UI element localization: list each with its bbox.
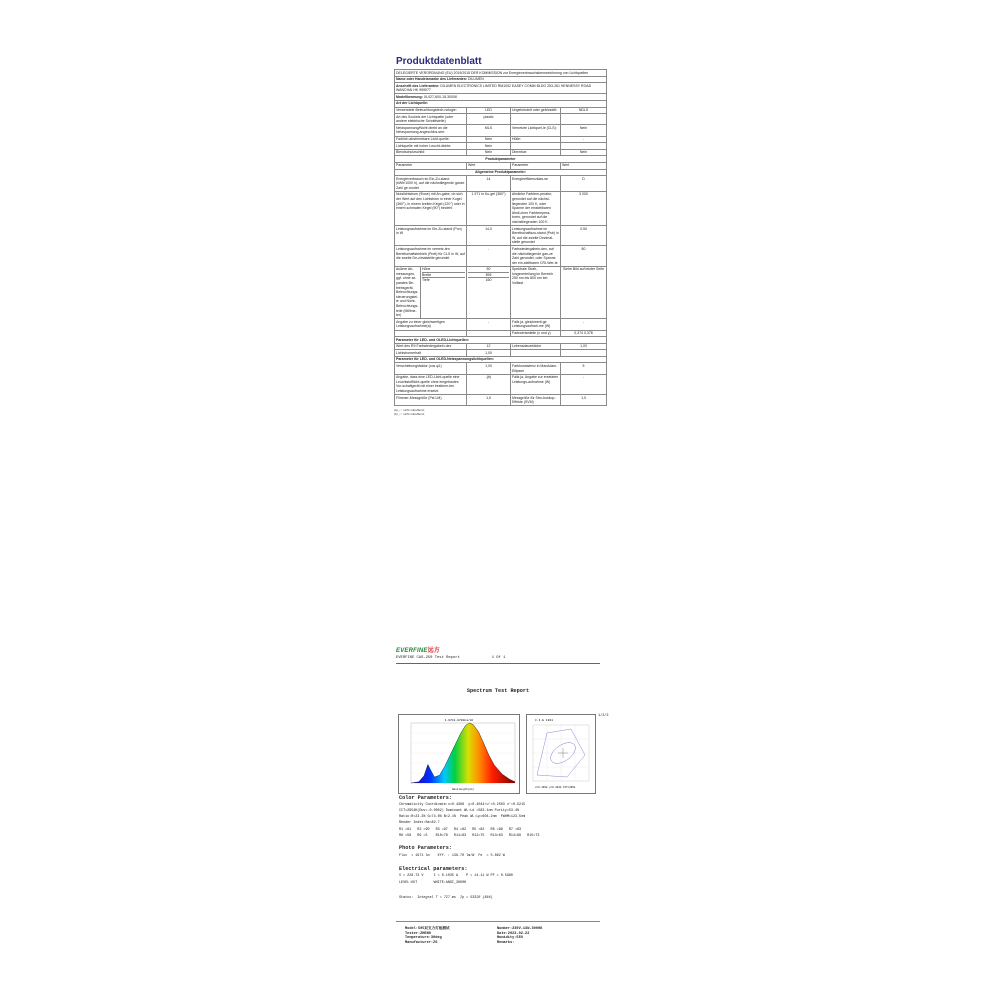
spectrum-title: 1.9741-0700nm/Hz [444, 719, 474, 722]
electrical-line: V = 228.73 V I = 0.1035 A P = 14.11 W PF = 0.5960 [399, 874, 513, 878]
photo-params-title: Photo Parameters: [399, 845, 452, 851]
table-cell: MLS [467, 125, 511, 136]
table-cell [561, 143, 607, 150]
table-cell: Wert des R9-Farbwiedergabein-dex [395, 343, 467, 350]
table-cell: Falls ja, Angabe zur ersetzten Leistungs-aufnahme (W) [511, 374, 561, 394]
table-cell: - [467, 246, 511, 266]
color-line: Chromaticity Coordinate:x=0.4368 y=0.4044/u'=0.2503 v'=0.5215 [399, 803, 526, 807]
table-cell [561, 114, 607, 125]
address-row: Anschrift des Lieferanten: DILUMEN ELECTRONICS LIMITED RM1002 EASEY COMM BLDG 253-261 HENNESSY ROAD WANCHAI HK 999077 [395, 83, 607, 94]
table-cell: 0,50 [561, 226, 607, 246]
product-datasheet [394, 56, 606, 416]
table-cell: Spektrale Strah-lungsverteilung im Bereich 250 nm bis 800 nm bei Volllast [511, 266, 561, 319]
table-cell: Verschiebungsfaktor (cos φ1) [395, 363, 467, 374]
table-cell: 80 [561, 246, 607, 266]
column-header: Wert [561, 162, 607, 169]
table-cell: Messgröße für Stro-boskop-Effekte (SVM) [511, 395, 561, 406]
color-line: R1 =81 R2 =90 R3 =97 R4 =82 R5 =82 R6 =89 R7 =83 [399, 828, 522, 832]
table-cell: Farbkonsistenz in MacAdam-Ellipsen [511, 363, 561, 374]
report-title: Spectrum Test Report [466, 688, 530, 694]
table-cell: D [561, 176, 607, 192]
color-params-title: Color Parameters: [399, 795, 452, 801]
table-cell: Leistungsaufnahme im Ein-Zu-stand (Pon) in W [395, 226, 467, 246]
table-cell: 3 000 [561, 191, 607, 225]
electrical-params-title: Electrical parameters: [399, 866, 468, 872]
table-cell: Hülle: [511, 136, 561, 143]
table-cell: 1,00 [467, 363, 511, 374]
color-line: CCT=2954K(Duv=-0.0002) Dominant WL:Ld =583.1nm Purity=53.4% [399, 809, 520, 813]
spectrum-chart [398, 714, 520, 794]
color-line: Render Index:Ra=82.7 [399, 821, 440, 825]
table-cell: 0,374 0,378 [561, 330, 607, 337]
table-cell: Netzspannung/Nicht direkt an die Netzspannung angeschlos-sen: [395, 125, 467, 136]
footnote-a: (a) „-“: nicht zutreffend; [394, 408, 425, 413]
table-cell: Angabe zu einer gleichwertigen Leistungsaufnahme(a) [395, 319, 467, 330]
table-cell [395, 330, 467, 337]
model-row: Modellkennung: XL027-600-15-3000K [395, 94, 607, 101]
table-cell: Nein [561, 149, 607, 156]
table-cell: plastic [467, 114, 511, 125]
table-cell: Farbwertanteile (x und y) [511, 330, 561, 337]
table-cell: Energieverbrauch im Ein-Zu-stand (kWh/1000 h), auf die nächstliegende ganze Zahl ge-rundet [396, 176, 465, 190]
table-cell [511, 114, 561, 125]
table-cell: Lichtstromerhalt [395, 350, 467, 357]
table-cell: 1 971 in Ku-gel (360°) [467, 191, 511, 225]
table-cell: Dimmbar: [511, 149, 561, 156]
electrical-line: LEVEL:OUT WHITE:ANSI_3000K [399, 881, 467, 885]
footnote-b: (b) „-“: nicht zutreffend; [394, 412, 425, 417]
type-header: Art der Lichtquelle: [395, 100, 607, 107]
column-header: Parameter [511, 162, 561, 169]
table-cell: 1,00 [467, 350, 511, 357]
cie-svg [527, 715, 595, 793]
table-cell: Art des Sockels der Lichtquelle (oder andere elektrische Schnittstelle) [395, 114, 467, 125]
report-header-line: EVERFINE CAS-250 Test Report 1 Of 1 [396, 656, 506, 660]
spectrum-xlabel: Wavelength(nm) [452, 788, 474, 791]
table-cell: -(b) [467, 374, 511, 394]
footer-left: Model:595双支力灯板测试 Tester:ZHENG Temperature:30deg Manufacturer:ZG [405, 927, 450, 945]
brand-row: Name oder Handelsmarke des Lieferanten: DILUMEN [395, 76, 607, 83]
table-cell: - [467, 319, 511, 330]
column-header: Parameter [395, 162, 467, 169]
table-cell: Angabe, dass eine LED-Licht-quelle eine Leuchtstofflicht-quelle ohne eingebautes Vor-schaltgerät mit einer bestimm-ten Leistungsaufnahme ersetzt. [395, 374, 467, 394]
table-cell: Blendschutzschild: [395, 149, 467, 156]
footer-right: Number:230V-13W-3000K Date:2023-02-22 Humidity:55% Remarks: [497, 927, 543, 945]
table-cell: Falls ja, gleichwerti-ge Leistungsaufnah-me (W) [511, 319, 561, 330]
regulation-text: DELEGIERTE VERORDNUNG (EU) 2019/2015 DER KOMMISSION zur Energieverbrauchskennzeichnung von Lichtquellen [395, 70, 607, 77]
table-cell: Verwendete Beleuchtungstech-nologie: [395, 107, 467, 114]
table-cell [467, 330, 511, 337]
header-divider [396, 663, 600, 664]
table-cell: Leistungsaufnahme im vernetz-ten Bereitschaftsbetrieb (Pnet) für CLS in W, auf die zweite De-zimalstelle gerundet [395, 246, 467, 266]
general-params-header: Allgemeine Produktparameter: [395, 169, 607, 176]
table-cell: 14 [467, 176, 511, 192]
footer-divider [396, 921, 600, 922]
color-line: R8 =58 R9 =5 R10=78 R11=83 R12=75 R13=83 R14=99 R15=73 [399, 834, 540, 838]
table-cell: 5 [561, 363, 607, 374]
table-cell: 14,0 [467, 226, 511, 246]
table-cell: ähnliche Farbtem-peratur, gerundet auf die nächst-liegenden 100 K, oder Spanne der einstellbaren ähnli-chen Farbtempera-turen, gerundet auf die nächstliegenden 100 K [511, 191, 561, 225]
table-cell: Lichtquelle mit hoher Leucht-dichte: [395, 143, 467, 150]
table-cell: 1,00 [561, 343, 607, 350]
datasheet-title: Produktdatenblatt [396, 56, 482, 67]
table-cell: 12 [467, 343, 511, 350]
column-header: Wert [467, 162, 511, 169]
table-cell: Farbwiedergabein-dex, auf die nächstliegende gan-ze Zahl gerundet, oder Spanne der ein-stellbaren CRI-Wer-te [511, 246, 561, 266]
table-cell: 1,0 [467, 395, 511, 406]
table-cell [511, 350, 561, 357]
page-marker: 1/2/3 [598, 714, 609, 718]
mains-params-header: Parameter für LED- und OLED-Netzspannungslichtquellen: [395, 356, 607, 363]
table-cell: Lebensdauerfaktor [511, 343, 561, 350]
dimensions-values: 50 595 160 [467, 266, 511, 319]
table-cell: - [561, 374, 607, 394]
table-cell: Siehe Bild auf letzter Seite [561, 266, 607, 319]
table-cell: Leistungsaufnahme im Bereitschaftszu-stand (Psb) in W, auf die zweite Dezimal-stelle gerundet [512, 226, 559, 245]
cie-title: C.I.E 1931 [535, 719, 554, 722]
table-cell: Vernetzte Lichtquel-le (CLS): [511, 125, 561, 136]
spectrum-svg [399, 715, 519, 793]
footnotes [394, 408, 606, 416]
table-cell: Nein [467, 136, 511, 143]
table-cell: 1,0 [561, 395, 607, 406]
table-cell: Nein [467, 143, 511, 150]
table-cell: LED [467, 107, 511, 114]
dimensions-cell: äußere Ab-messungen, ggf. ohne se-parates Be-triebsgerät, Beleuchtungs-steuerungstei-le und Nicht-Beleuchtungs-teile (Millime-ter) Höhe Breite Tiefe [395, 266, 467, 319]
datasheet-table [394, 69, 607, 406]
table-cell: Ungebündelt oder gebündelt: [511, 107, 561, 114]
table-cell: Flimmer-Messgröße (Pst LM) [395, 395, 467, 406]
cie-footer: x=0.4368 y=0.4044 CCT=2951 [535, 786, 576, 789]
table-cell: - [561, 136, 607, 143]
table-cell: Energieeffizienzklas-se [511, 176, 561, 192]
photo-line: Flux = 1971 lm Eff. : 139.70 lm/W Fe = 5.862 W [399, 854, 505, 858]
table-cell: Nutzlichtstrom (Φuse) mit An-gabe, ob sich der Wert auf den Lichtstrom in einer Kugel (360°), in einem breiten Kegel (120°) oder in einem schmalen Kegel (90°) bezieht [395, 191, 467, 225]
table-cell: - [561, 319, 607, 330]
cie-chart [526, 714, 596, 794]
everfine-logo: EVERFINE远方 [396, 648, 441, 654]
table-cell [561, 350, 607, 357]
table-cell: NDLS [561, 107, 607, 114]
status-line: Status: Integral T = 727 ms Ip = 53326 (81%) [399, 896, 493, 900]
table-cell: Nein [467, 149, 511, 156]
table-cell: Nein [561, 125, 607, 136]
table-cell: Farblich abstimmbare Licht-quelle: [395, 136, 467, 143]
color-line: Ratio:R=23.3% G=74.6% B=2.1% Peak WL:Lp=604.2nm FWHM=123.5nm [399, 815, 526, 819]
product-params-header: Produktparameter [395, 156, 607, 163]
led-params-header: Parameter für LED- und OLED-Lichtquellen: [395, 337, 607, 344]
table-cell [511, 143, 561, 150]
